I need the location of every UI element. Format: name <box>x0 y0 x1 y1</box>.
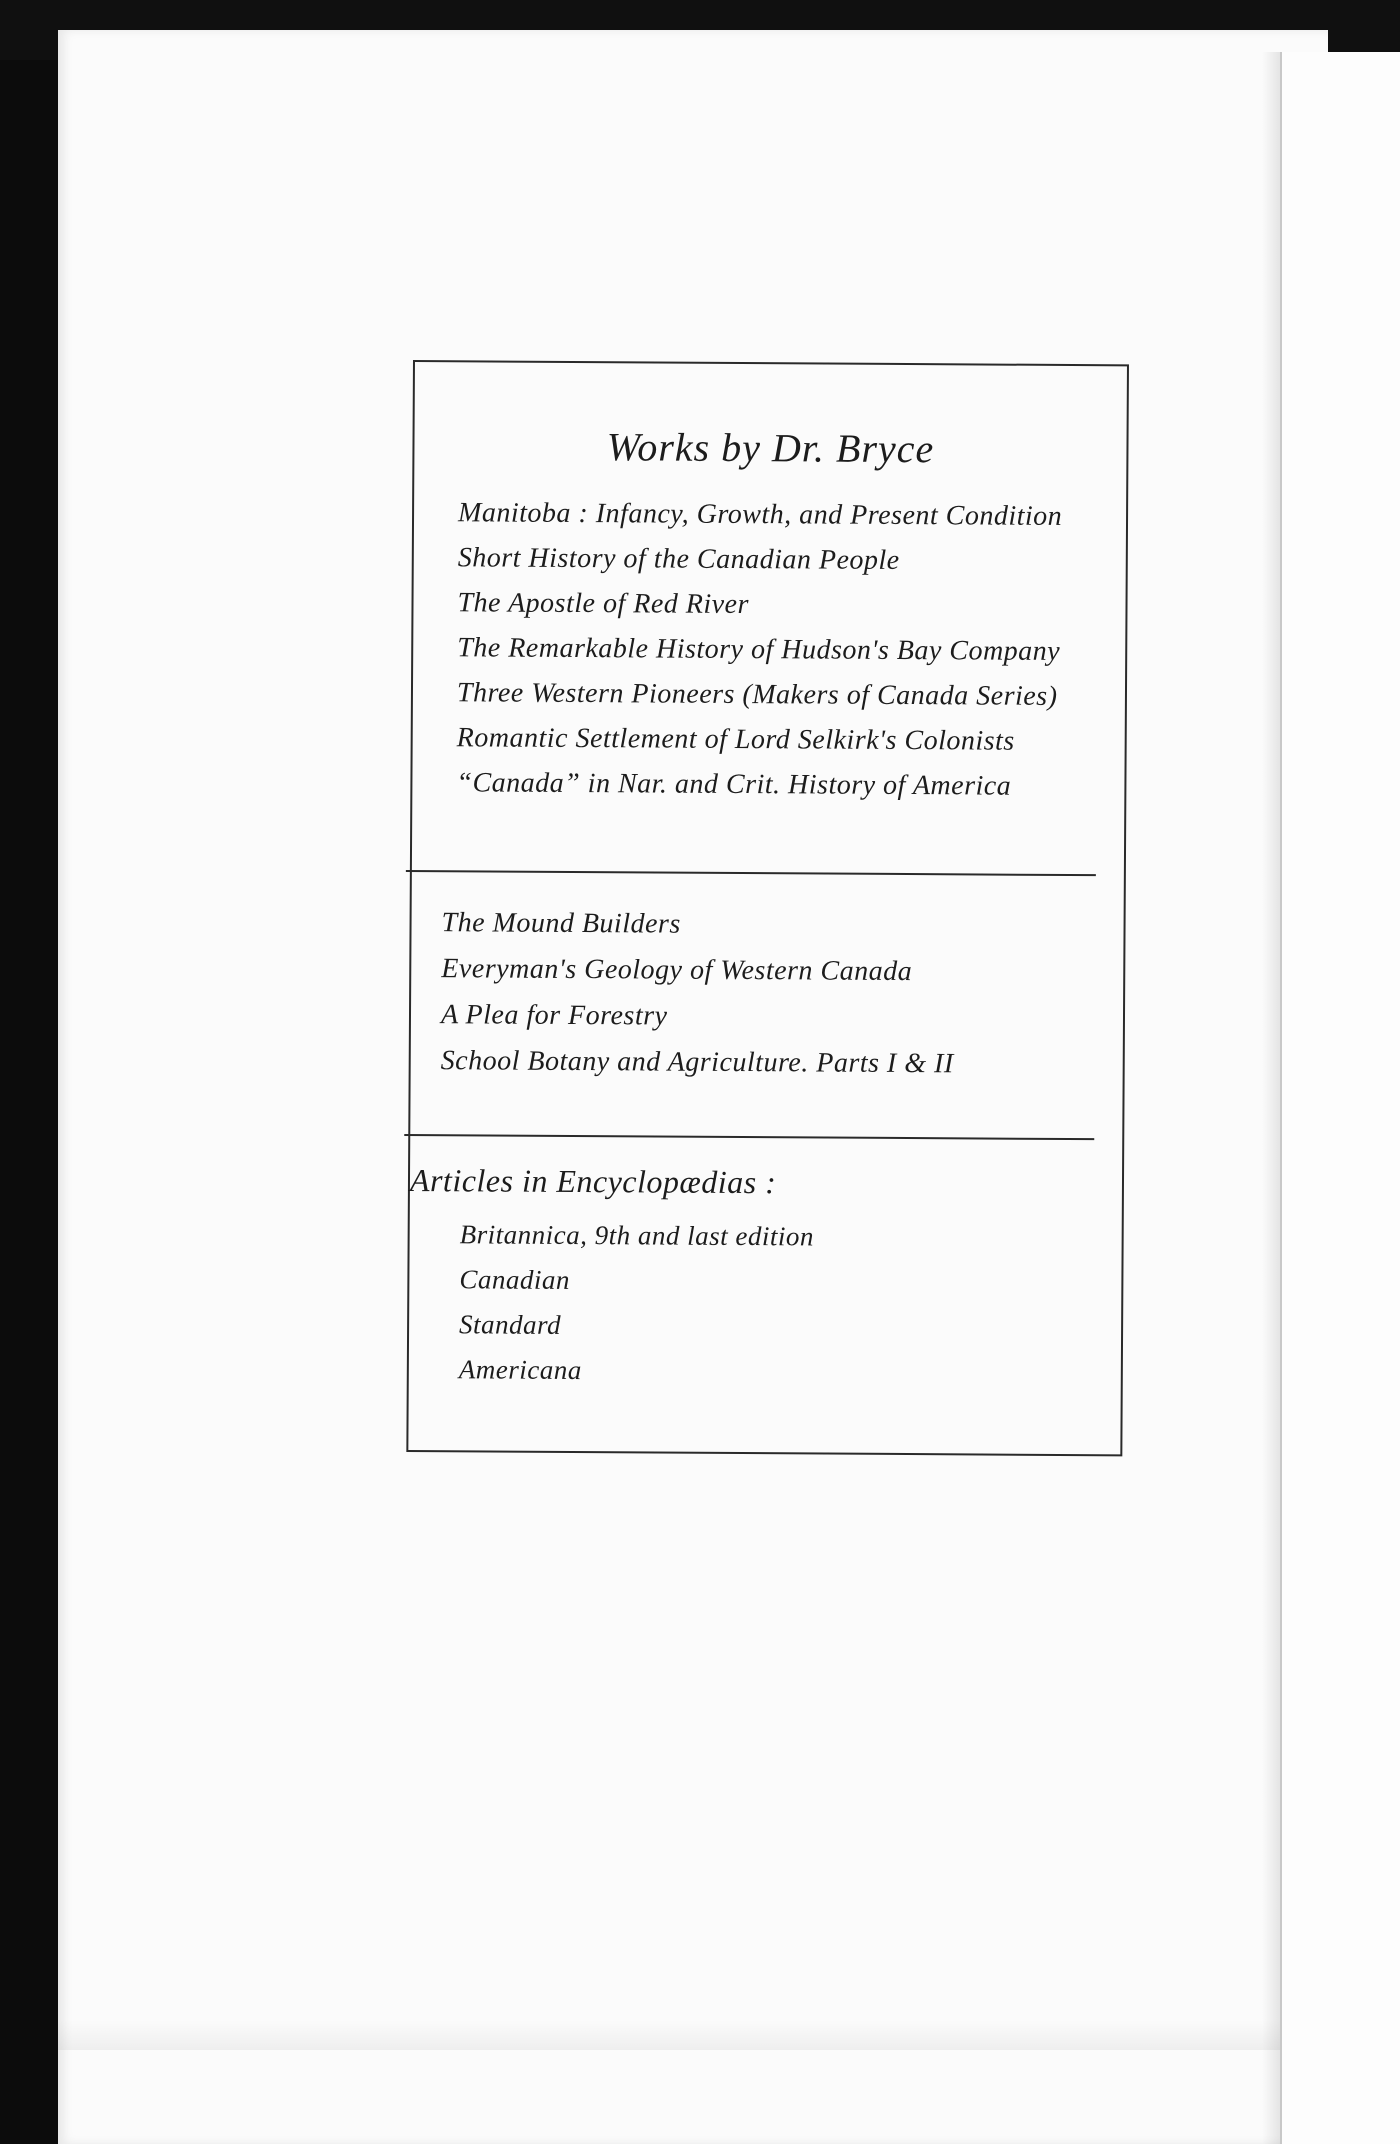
articles-list <box>459 1212 814 1394</box>
list-item: “Canada” in Nar. and Crit. History of America <box>456 767 1012 802</box>
list-item: The Apostle of Red River <box>457 587 750 621</box>
list-item: Canadian <box>459 1264 570 1295</box>
list-item: Standard <box>459 1309 562 1340</box>
list-item: The Remarkable History of Hudson's Bay Company <box>457 632 1061 667</box>
works-list <box>456 490 1062 809</box>
section-divider <box>404 1134 1094 1140</box>
list-item: Three Western Pioneers (Makers of Canada Series) <box>456 677 1058 712</box>
facing-page-edge <box>1280 52 1400 2144</box>
list-item: Manitoba : Infancy, Growth, and Present Condition <box>457 497 1063 532</box>
list-item: Everyman's Geology of Western Canada <box>441 953 913 988</box>
list-item: A Plea for Forestry <box>440 999 668 1032</box>
works-heading: Works by Dr. Bryce <box>606 424 935 472</box>
list-item: The Mound Builders <box>441 907 681 940</box>
list-item: Americana <box>458 1354 582 1386</box>
page-bottom-edge <box>58 2020 1280 2050</box>
section-divider <box>406 870 1096 876</box>
page-fold-shadow <box>1262 52 1282 2144</box>
more-works-list <box>441 900 955 1087</box>
list-item: School Botany and Agriculture. Parts I & II <box>440 1045 954 1080</box>
list-item: Short History of the Canadian People <box>457 542 900 576</box>
works-list-box <box>406 360 1129 1456</box>
list-item: Romantic Settlement of Lord Selkirk's Colonists <box>456 722 1015 757</box>
articles-heading: Articles in Encyclopædias : <box>409 1161 777 1201</box>
list-item: Britannica, 9th and last edition <box>459 1219 814 1252</box>
